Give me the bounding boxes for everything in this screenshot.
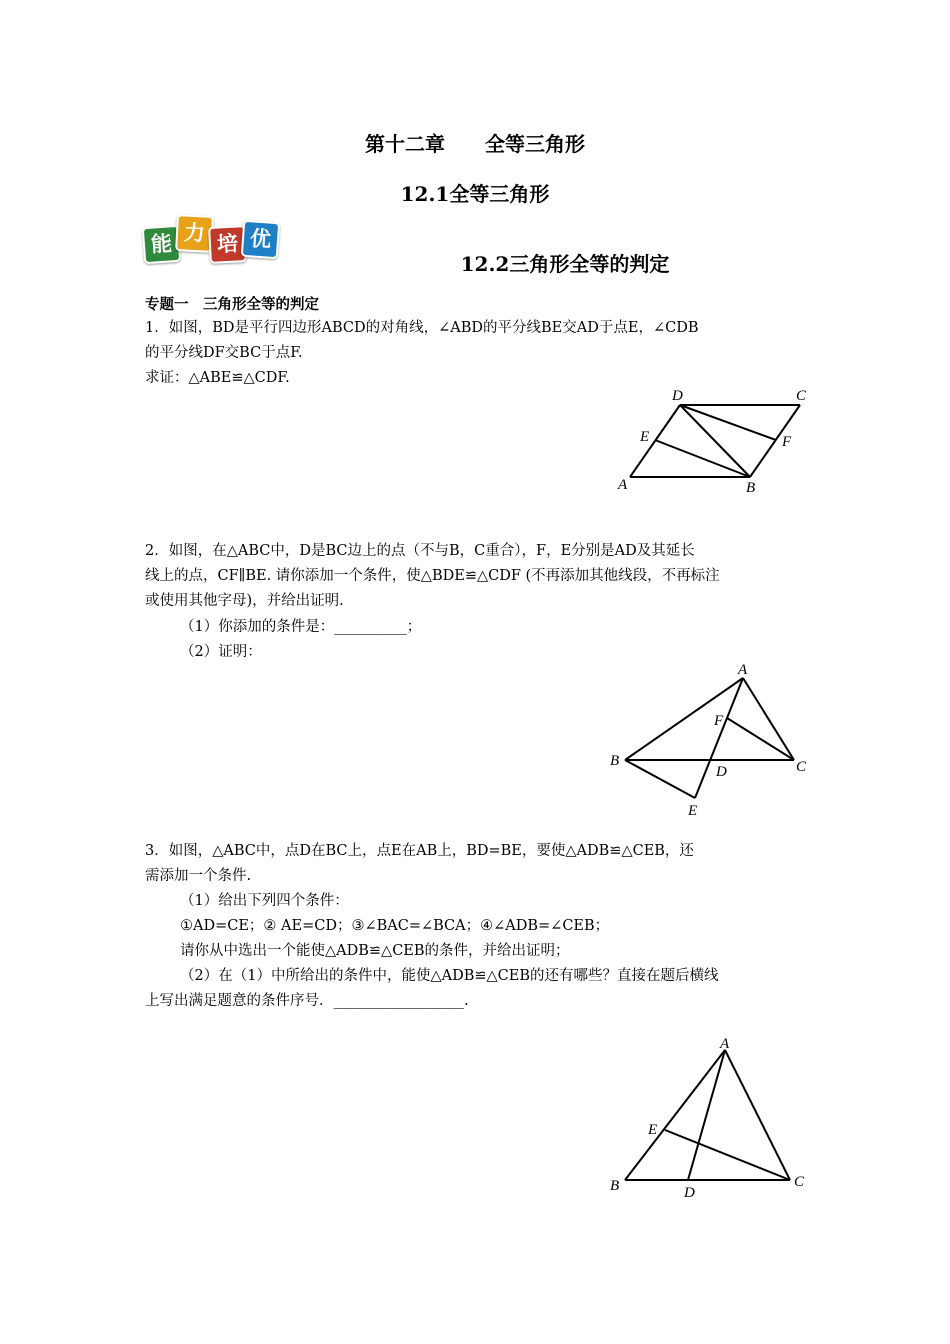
q2-text-line-3: 或使用其他字母)，并给出证明.	[145, 593, 344, 609]
q1-label-a: A	[618, 477, 628, 493]
q3-label-c: C	[794, 1174, 805, 1190]
q1-text-line-3: 求证：△ABE≌△CDF.	[145, 370, 290, 386]
q2-label-c: C	[796, 759, 807, 775]
badge-tile-3: 培	[208, 225, 247, 264]
q2-sub-2: （2）证明：	[180, 644, 262, 660]
q3-text-line-1: 3．如图，△ABC中，点D在BC上，点E在AB上，BD=BE，要使△ADB≌△CEB，还	[145, 843, 694, 859]
q1-label-e: E	[640, 429, 650, 445]
q2-label-d: D	[716, 764, 727, 780]
section-title-12-1: 12.1全等三角形	[400, 182, 550, 206]
q2-label-e: E	[688, 803, 698, 819]
q3-label-d: D	[684, 1185, 695, 1201]
q2-text-line-2: 线上的点，CF∥BE. 请你添加一个条件，使△BDE≌△CDF (不再添加其他线段，不再标注	[145, 568, 720, 584]
q2-text-line-1: 2．如图，在△ABC中，D是BC边上的点（不与B，C重合），F，E分别是AD及其延长	[145, 543, 695, 559]
q3-text-line-2: 需添加一个条件.	[145, 868, 252, 884]
q3-sub-2a: （2）在（1）中所给出的条件中，能使△ADB≌△CEB的还有哪些？直接在题后横线	[180, 968, 719, 984]
q2-label-a: A	[738, 662, 748, 678]
q1-parallelogram-figure	[600, 380, 820, 500]
q3-sub-1b: 请你从中选出一个能使△ADB≌△CEB的条件，并给出证明；	[180, 943, 570, 959]
q2-label-b: B	[610, 753, 620, 769]
q1-label-b: B	[746, 480, 756, 496]
q3-label-e: E	[648, 1122, 658, 1138]
badge-tile-2: 力	[175, 214, 214, 253]
q1-label-f: F	[782, 434, 792, 450]
q1-label-c: C	[796, 388, 807, 404]
q1-label-d: D	[672, 388, 683, 404]
q3-label-b: B	[610, 1178, 620, 1194]
q2-sub-1: （1）你添加的条件是：__________；	[180, 619, 422, 635]
topic-heading: 专题一 三角形全等的判定	[145, 296, 319, 313]
badge-tile-4: 优	[241, 220, 280, 259]
q2-triangle-figure	[600, 655, 820, 825]
q1-text-line-1: 1．如图，BD是平行四边形ABCD的对角线，∠ABD的平分线BE交AD于点E，∠CDB	[145, 320, 699, 336]
badge-tile-1: 能	[142, 225, 181, 264]
q3-label-a: A	[720, 1036, 730, 1052]
q2-label-f: F	[714, 713, 724, 729]
q3-triangle-figure	[600, 1030, 820, 1205]
q1-text-line-2: 的平分线DF交BC于点F.	[145, 345, 303, 361]
section-title-12-2: 12.2三角形全等的判定	[460, 252, 670, 276]
q3-sub-2b: 上写出满足题意的条件序号．__________________.	[145, 993, 469, 1009]
chapter-title: 第十二章 全等三角形	[365, 132, 585, 156]
q3-conditions: ①AD=CE；② AE=CD；③∠BAC=∠BCA；④∠ADB=∠CEB；	[180, 918, 610, 934]
q3-sub-1: （1）给出下列四个条件：	[180, 893, 349, 909]
